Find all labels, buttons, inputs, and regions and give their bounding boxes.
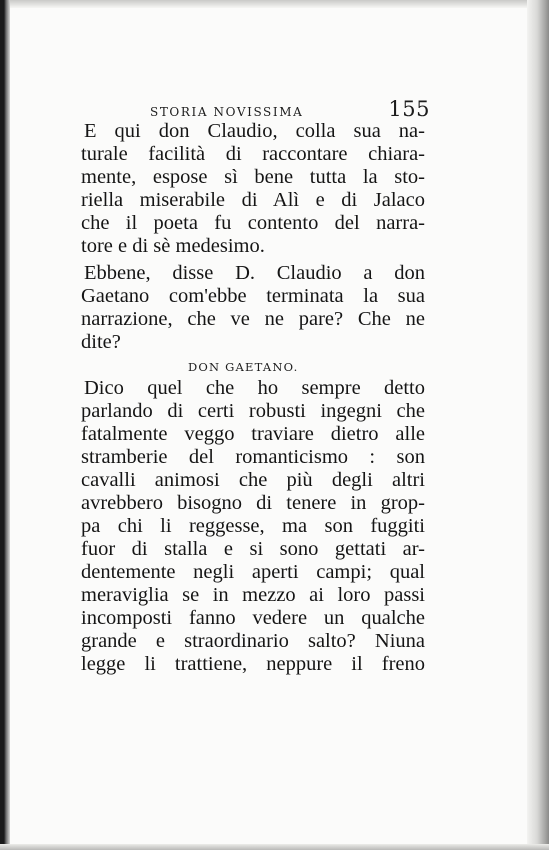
text-line: pa chi li reggesse, ma son fuggiti — [81, 515, 425, 537]
page-number: 155 — [388, 97, 430, 121]
text-line: che il poeta fu contento del narra- — [81, 212, 425, 234]
text-line: fatalmente veggo traviare dietro alle — [81, 423, 425, 445]
text-line: fuor di stalla e si sono gettati ar- — [81, 538, 425, 560]
text-line: tore e di sè medesimo. — [81, 235, 265, 257]
page-bottom-edge — [0, 844, 549, 850]
text-line: legge li trattiene, neppure il freno — [81, 653, 425, 675]
running-head-title: STORIA NOVISSIMA — [150, 105, 304, 119]
page-outer-edge — [527, 0, 549, 850]
page-top-edge — [0, 0, 549, 8]
text-line: dite? — [81, 331, 121, 353]
text-line: cavalli animosi che più degli altri — [81, 469, 425, 491]
text-line: stramberie del romanticismo : son — [81, 446, 425, 468]
paragraph-narration — [81, 120, 425, 258]
text-line: mente, espose sì bene tutta la sto- — [81, 166, 425, 188]
text-line: turale facilità di raccontare chiara- — [81, 143, 425, 165]
text-line: incomposti fanno vedere un qualche — [81, 607, 425, 629]
text-line: E qui don Claudio, colla sua na- — [84, 120, 425, 142]
text-line: narrazione, che ve ne pare? Che ne — [81, 308, 425, 330]
paragraph-question — [81, 262, 425, 354]
text-line: Gaetano com'ebbe terminata la sua — [81, 285, 425, 307]
text-line: riella miserabile di Alì e di Jalaco — [81, 189, 425, 211]
text-line: parlando di certi robusti ingegni che — [81, 400, 425, 422]
text-line: dentemente negli aperti campi; qual — [81, 561, 425, 583]
text-line: grande e straordinario salto? Niuna — [81, 630, 425, 652]
paragraph-reply — [81, 377, 425, 676]
speaker-heading: DON GAETANO. — [188, 360, 299, 374]
text-line: avrebbero bisogno di tenere in grop- — [81, 492, 425, 514]
page-binding-edge — [0, 0, 10, 850]
text-line: Ebbene, disse D. Claudio a don — [84, 262, 425, 284]
text-line: Dico quel che ho sempre detto — [84, 377, 425, 399]
text-line: meraviglia se in mezzo ai loro passi — [81, 584, 425, 606]
